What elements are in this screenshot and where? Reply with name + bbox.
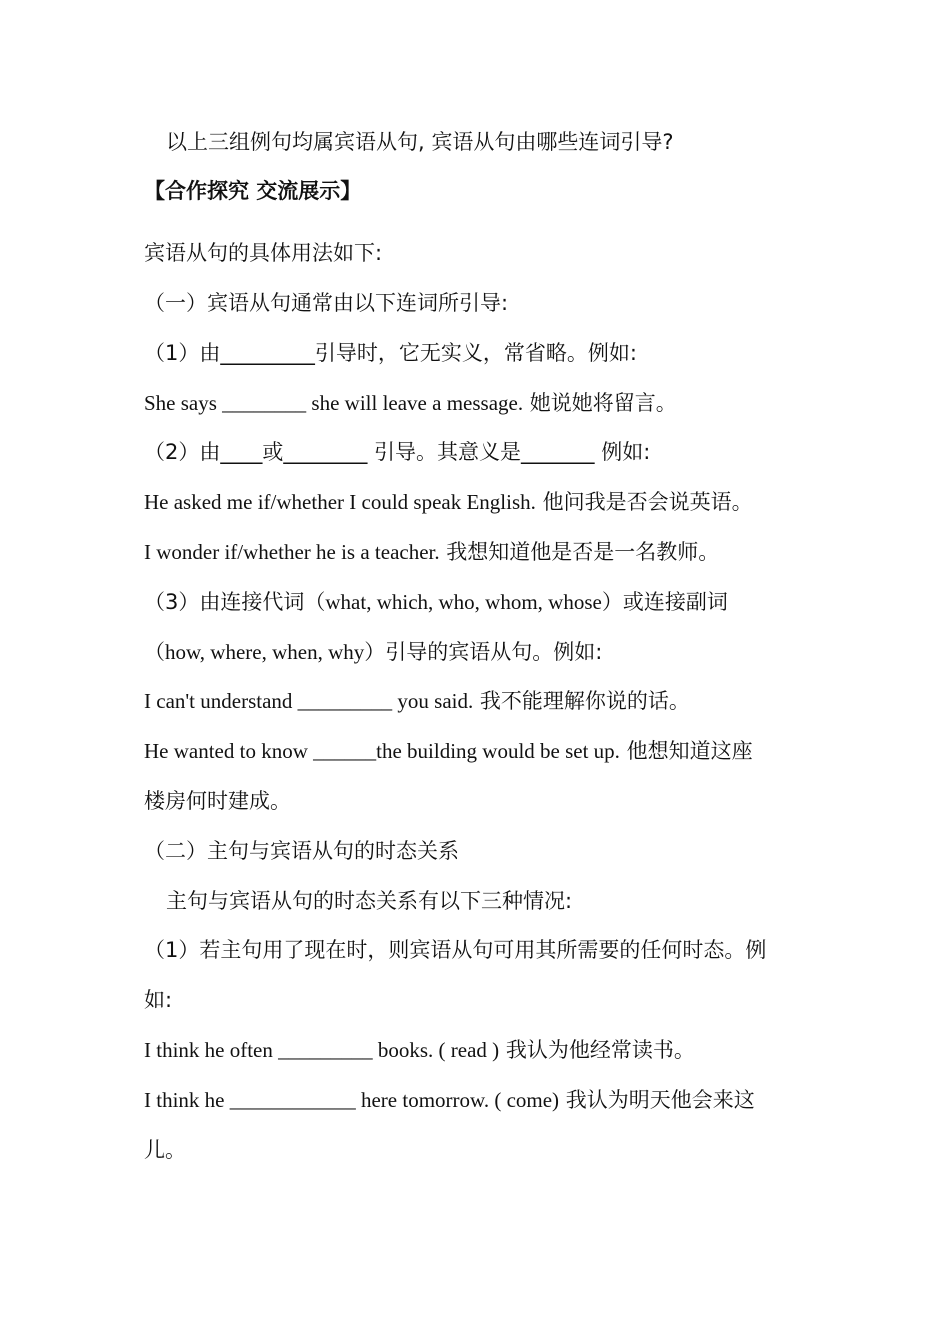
example-en: He wanted to know ______the building would be set up. — [144, 739, 620, 763]
example-zh: 我想知道他是否是一名教师。 — [439, 540, 720, 564]
example-zh: 她说她将留言。 — [523, 391, 677, 415]
example-en: I wonder if/whether he is a teacher. — [144, 540, 440, 564]
rule-3-suffix: ）或连接副词 — [601, 590, 728, 614]
example-zh: 我不能理解你说的话。 — [473, 689, 690, 713]
example-en: She says ________ she will leave a message. — [144, 391, 524, 415]
paren-open: （ — [144, 640, 165, 664]
rule-3-pronouns: what, which, who, whom, whose — [325, 590, 602, 614]
example-line — [144, 736, 810, 766]
example-line — [144, 487, 810, 517]
rule-3-tail: ）引导的宾语从句。例如: — [364, 640, 603, 664]
rule-3 — [144, 587, 810, 617]
tense-intro: 主句与宾语从句的时态关系有以下三种情况: — [166, 889, 573, 913]
example-en: I think he ____________ here tomorrow. ( come) — [144, 1088, 560, 1112]
rule-2: （2）由____或________ 引导。其意义是_______ 例如: — [144, 440, 651, 464]
example-zh-continued: 儿。 — [144, 1138, 186, 1162]
example-en: He asked me if/whether I could speak English. — [144, 490, 536, 514]
example-line — [144, 1035, 810, 1065]
example-zh: 他问我是否会说英语。 — [535, 490, 753, 514]
example-zh-continued: 楼房何时建成。 — [144, 789, 291, 813]
rule-3-continued — [144, 637, 810, 667]
subheading-tense: （二）主句与宾语从句的时态关系 — [144, 839, 459, 863]
tense-rule-1-continued: 如: — [144, 988, 173, 1012]
example-en: I can't understand _________ you said. — [144, 689, 474, 713]
example-line — [144, 686, 810, 716]
example-line — [144, 388, 810, 418]
example-zh: 我认为他经常读书。 — [499, 1038, 695, 1062]
rule-1: （1）由_________引导时，它无实义，常省略。例如: — [144, 341, 637, 365]
rule-3-prefix: （3）由连接代词（ — [144, 590, 326, 614]
example-zh: 他想知道这座 — [619, 739, 753, 763]
section-heading: 【合作探究 交流展示】 — [144, 179, 362, 203]
usage-intro: 宾语从句的具体用法如下: — [144, 241, 383, 265]
example-line — [144, 537, 810, 567]
example-en: I think he often _________ books. ( read ) — [144, 1038, 500, 1062]
rule-3-adverbs: how, where, when, why — [165, 640, 365, 664]
example-zh: 我认为明天他会来这 — [559, 1088, 755, 1112]
example-line — [144, 1085, 810, 1115]
question-line: 以上三组例句均属宾语从句, 宾语从句由哪些连词引导? — [166, 130, 674, 154]
subheading-conjunctions: （一）宾语从句通常由以下连词所引导: — [144, 291, 509, 315]
tense-rule-1: （1）若主句用了现在时，则宾语从句可用其所需要的任何时态。例 — [144, 938, 767, 962]
